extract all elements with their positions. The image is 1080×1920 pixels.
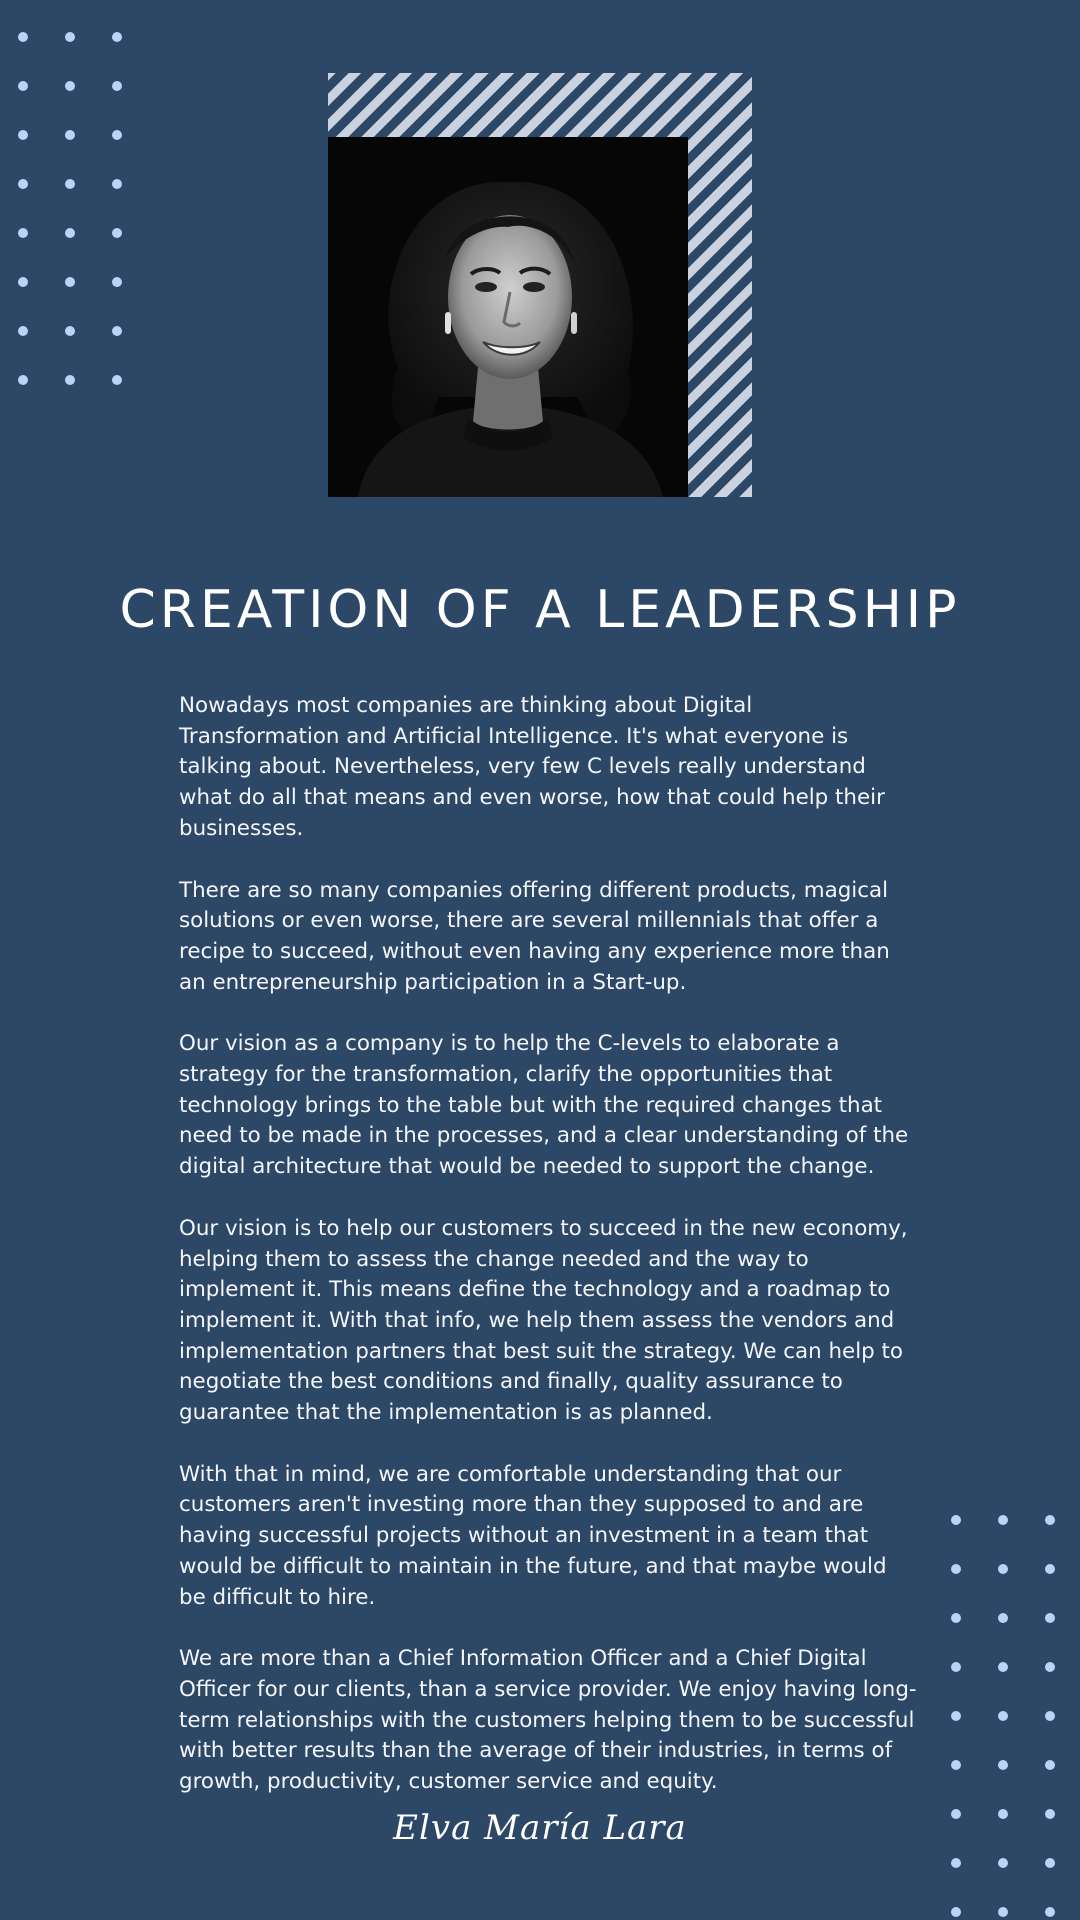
decorative-dot — [18, 179, 28, 189]
decorative-dot — [112, 130, 122, 140]
decorative-dot — [1045, 1564, 1055, 1574]
decorative-dot — [112, 277, 122, 287]
decorative-dot — [18, 277, 28, 287]
decorative-dot — [998, 1613, 1008, 1623]
decorative-dot — [951, 1760, 961, 1770]
decorative-dot — [998, 1907, 1008, 1917]
page-title: CREATION OF A LEADERSHIP — [119, 580, 961, 640]
decorative-dot — [112, 32, 122, 42]
decorative-dot — [998, 1711, 1008, 1721]
decorative-dot — [1045, 1662, 1055, 1672]
paragraph: We are more than a Chief Information Officer and a Chief Digital Officer for our clients, than a service provider. We enjoy having long-term relationships with the customers helping them to be successful with better results than the average of their industries, in terms of growth, productivity, customer service and equity. — [179, 1646, 917, 1795]
paragraph: Nowadays most companies are thinking about Digital Transformation and Artificial Intelligence. It's what everyone is talking about. Nevertheless, very few C levels really understand what do all that means and even worse, how that could help their businesses. — [179, 693, 885, 841]
decorative-dot — [951, 1515, 961, 1525]
decorative-dot — [998, 1564, 1008, 1574]
paragraph: Our vision is to help our customers to succeed in the new economy, helping them to assess the change needed and the way to implement it. This means define the technology and a roadmap to implement it. With that info, we help them assess the vendors and implementation partners that best suit the strategy. We can help to negotiate the best conditions and finally, quality assurance to guarantee that the implementation is as planned. — [179, 1215, 908, 1426]
decorative-dot — [951, 1858, 961, 1868]
decorative-dot — [18, 32, 28, 42]
decorative-dot — [18, 228, 28, 238]
decorative-dot — [18, 81, 28, 91]
decorative-dot — [18, 130, 28, 140]
decorative-dot — [112, 326, 122, 336]
decorative-dot — [18, 326, 28, 336]
decorative-dot — [65, 277, 75, 287]
author-signature: Elva María Lara — [393, 1808, 687, 1848]
decorative-dot — [18, 375, 28, 385]
decorative-dot — [998, 1858, 1008, 1868]
decorative-dot — [1045, 1711, 1055, 1721]
decorative-dot — [65, 81, 75, 91]
decorative-dot — [951, 1564, 961, 1574]
decorative-dot — [112, 228, 122, 238]
decorative-dot — [65, 375, 75, 385]
decorative-dot-grid-bottom-right — [951, 1515, 1055, 1917]
portrait-silhouette-icon — [328, 137, 688, 497]
decorative-dot — [998, 1515, 1008, 1525]
decorative-dot — [112, 375, 122, 385]
paragraph: There are so many companies offering different products, magical solutions or even worse, there are several millennials that offer a recipe to succeed, without even having any experience more than an entrepreneurship participation in a Start-up. — [179, 877, 890, 995]
decorative-dot — [1045, 1858, 1055, 1868]
decorative-dot — [1045, 1760, 1055, 1770]
decorative-dot — [112, 81, 122, 91]
decorative-dot — [65, 32, 75, 42]
decorative-dot — [65, 228, 75, 238]
decorative-dot — [65, 326, 75, 336]
decorative-dot — [1045, 1613, 1055, 1623]
decorative-dot — [998, 1662, 1008, 1672]
decorative-dot — [65, 179, 75, 189]
article-body — [179, 691, 919, 1829]
portrait-photo — [328, 137, 688, 497]
decorative-dot-grid-top-left — [18, 32, 122, 385]
paragraph: Our vision as a company is to help the C-levels to elaborate a strategy for the transformation, clarify the opportunities that technology brings to the table but with the required changes that need to be made in the processes, and a clear understanding of the digital architecture that would be needed to support the change. — [179, 1031, 909, 1180]
decorative-dot — [951, 1613, 961, 1623]
decorative-dot — [998, 1760, 1008, 1770]
paragraph: With that in mind, we are comfortable understanding that our customers aren't investing more than they supposed to and are having successful projects without an investment in a team that would be difficult to maintain in the future, and that maybe would be difficult to hire. — [179, 1461, 887, 1610]
decorative-dot — [951, 1711, 961, 1721]
decorative-dot — [65, 130, 75, 140]
decorative-dot — [951, 1662, 961, 1672]
decorative-dot — [1045, 1907, 1055, 1917]
decorative-dot — [1045, 1515, 1055, 1525]
decorative-dot — [112, 179, 122, 189]
decorative-dot — [951, 1907, 961, 1917]
